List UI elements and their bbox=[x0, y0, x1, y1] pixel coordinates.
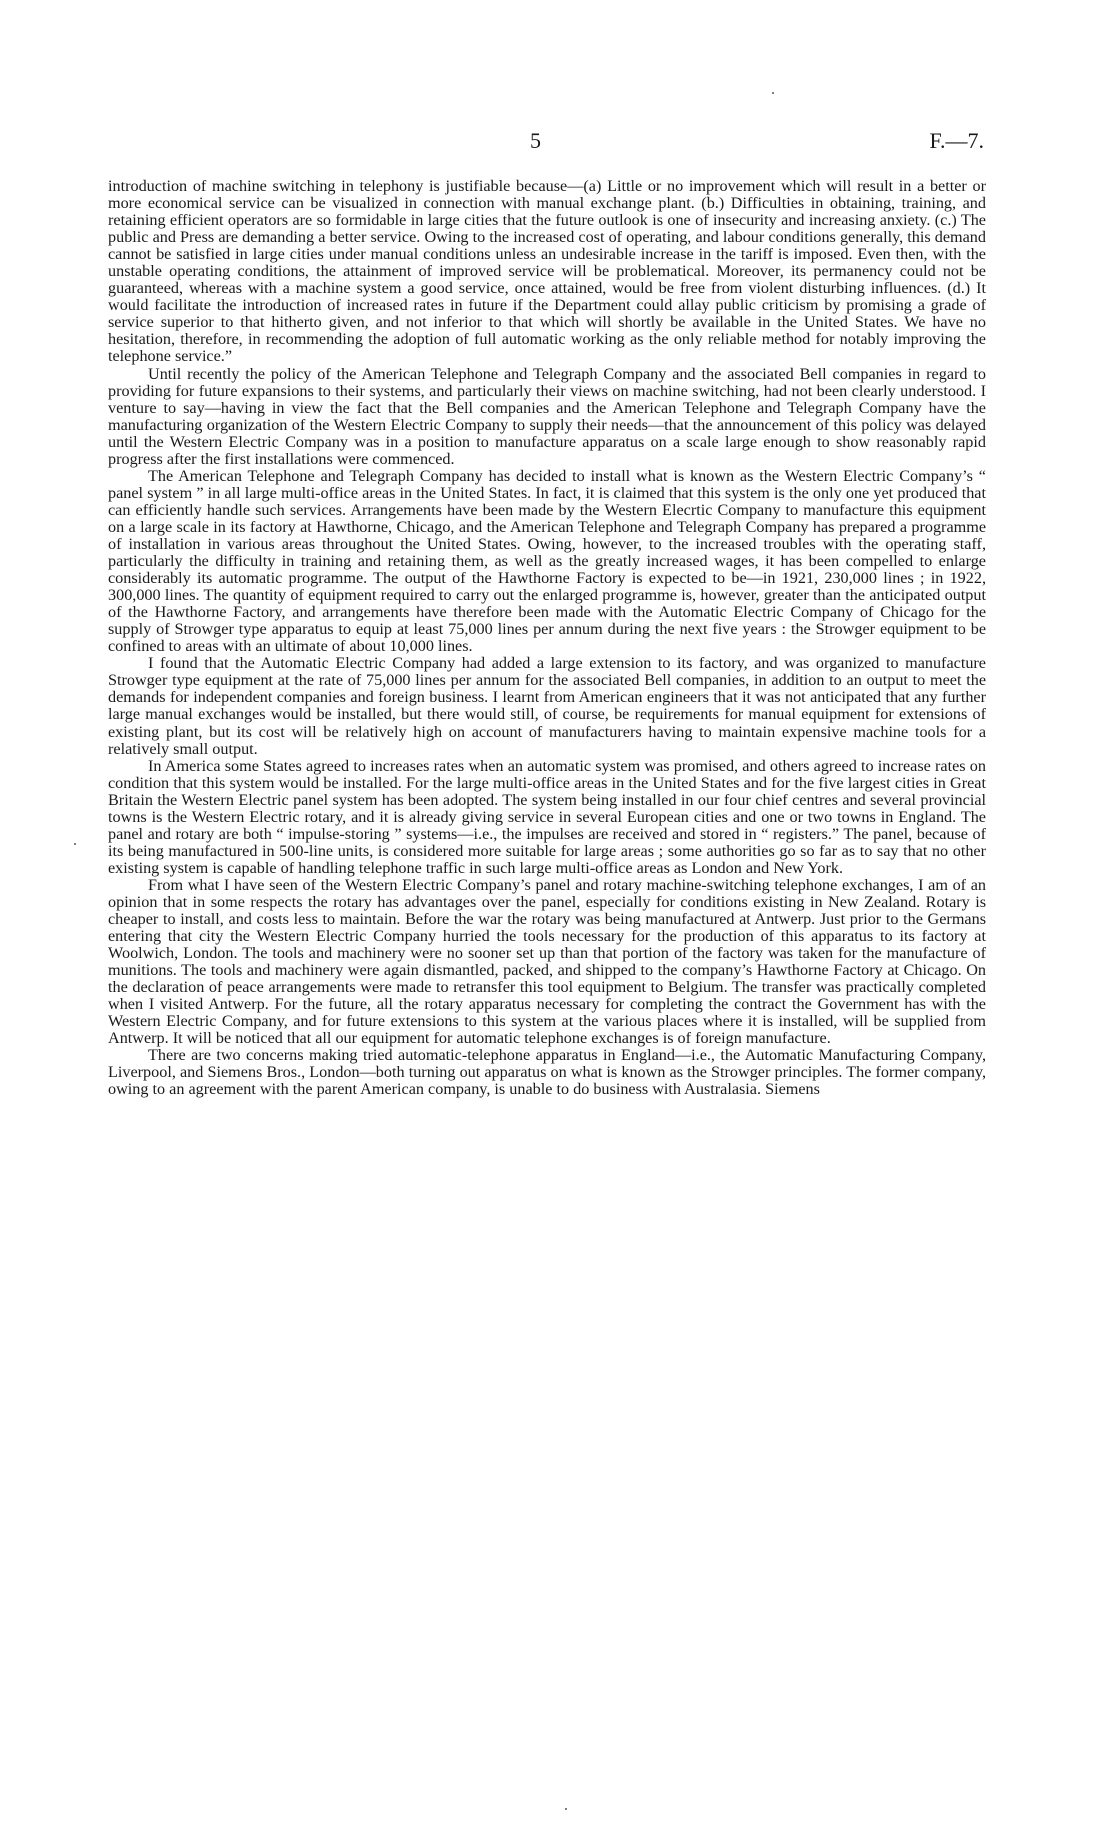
paragraph-4: I found that the Automatic Electric Company had added a large extension to its factory, and was organized to manufacture Strowger type equipment at the rate of 75,000 lines per annum for the associated Bell companies, in addition to an output to meet the demands for independent companies and foreign business. I learnt from American engineers that it was not anticipated that any further large manual exchanges would be installed, but there would still, of course, be requirements for manual equipment for extensions of existing plant, but its cost will be relatively high on account of manufacturers having to maintain expensive machine tools for a relatively small output. bbox=[108, 654, 986, 758]
paragraph-2: Until recently the policy of the American Telephone and Telegraph Company and the associated Bell companies in regard to providing for future expansions to their systems, and particularly their views on machine switching, had not been clearly understood. I venture to say—having in view the fact that the Bell companies and the American Telephone and Telegraph Company have the manufacturing organization of the Western Electric Company to supply their needs—that the announcement of this policy was delayed until the Western Electric Company was in a position to manufacture apparatus on a scale large enough to show reasonably rapid progress after the first installations were commenced. bbox=[108, 364, 986, 468]
page-number: 5 bbox=[530, 128, 541, 153]
scan-speck-top bbox=[772, 92, 774, 94]
paragraph-7: There are two concerns making tried automatic-telephone apparatus in England—i.e., the Automatic Manufacturing Company, Liverpool, and Siemens Bros., London—both turning out apparatus on what is known as the Strowger principles. The former company, owing to an agreement with the parent American company, is unable to do business with Australasia. Siemens bbox=[108, 1046, 986, 1099]
paragraph-3: The American Telephone and Telegraph Company has decided to install what is known as the Western Electric Company’s “ panel system ” in all large multi-office areas in the United States. In fact, it is claimed that this system is the only one yet produced that can efficiently handle such services. Arrangements have been made by the Western Elecrtic Company to manufacture this equipment on a large scale in its factory at Hawthorne, Chicago, and the American Telephone and Telegraph Company has prepared a programme of installation in various areas throughout the United States. Owing, however, to the increased troubles with the operating staff, particularly the difficulty in training and retaining them, as well as the greatly increased wages, it has been compelled to enlarge considerably its automatic programme. The output of the Hawthorne Factory is expected to be—in 1921, 230,000 lines ; in 1922, 300,000 lines. The quantity of equipment required to carry out the enlarged programme is, however, greater than the anticipated output of the Hawthorne Factory, and arrangements have therefore been made with the Automatic Electric Company of Chicago for the supply of Strowger type apparatus to equip at least 75,000 lines per annum during the next five years : the Strowger equipment to be confined to areas with an ultimate of about 10,000 lines. bbox=[108, 466, 986, 656]
page-reference: F.—7. bbox=[929, 128, 984, 153]
scan-speck-margin bbox=[74, 843, 76, 845]
scan-speck-bottom bbox=[565, 1808, 567, 1810]
paragraph-1: introduction of machine switching in telephony is justifiable because—(a) Little or no improvement which will result in a better or more economical service can be visualized in connection with manual exchange plant. (b.) Difficulties in obtaining, training, and retaining efficient operators are so formidable in large cities that the future outlook is one of insecurity and increasing anxiety. (c.) The public and Press are demanding a better service. Owing to the increased cost of operating, and labour conditions generally, this demand cannot be satisfied in large cities under manual conditions unless an undesirable increase in the tariff is imposed. Even then, with the unstable operating conditions, the attainment of improved service will be problematical. Moreover, its permanency could not be guaranteed, whereas with a machine system a good service, once attained, would be free from violent disturbing influences. (d.) It would facilitate the introduction of increased rates in future if the Department could allay public criticism by promising a grade of service superior to that hitherto given, and not inferior to that which will shortly be available in the United States. We have no hesitation, therefore, in recommending the adoption of full automatic working as the only reliable method for notably improving the telephone service.” bbox=[108, 177, 986, 366]
body-text bbox=[108, 178, 986, 1099]
paragraph-5: In America some States agreed to increases rates when an automatic system was promised, and others agreed to increase rates on condition that this system would be installed. For the large multi-office areas in the United States and for the five largest cities in Great Britain the Western Electric panel system has been adopted. The system being installed in our four chief centres and several provincial towns is the Western Electric rotary, and it is already giving service in several European cities and one or two towns in England. The panel and rotary are both “ impulse-storing ” systems—i.e., the impulses are received and stored in “ registers.” The panel, because of its being manufactured in 500-line units, is considered more suitable for large areas ; some authorities go so far as to say that no other existing system is capable of handling telephone traffic in such large multi-office areas as London and New York. bbox=[108, 756, 986, 877]
paragraph-6: From what I have seen of the Western Electric Company’s panel and rotary machine-switching telephone exchanges, I am of an opinion that in some respects the rotary has advantages over the panel, especially for conditions existing in New Zealand. Rotary is cheaper to install, and costs less to maintain. Before the war the rotary was being manufactured at Antwerp. Just prior to the Germans entering that city the Western Electric Company hurried the tools necessary for the production of this apparatus to its factory at Woolwich, London. The tools and machinery were no sooner set up than that portion of the factory was taken for the manufacture of munitions. The tools and machinery were again dismantled, packed, and shipped to the company’s Hawthorne Factory at Chicago. On the declaration of peace arrangements were made to retransfer this tool equipment to Belgium. The transfer was practically completed when I visited Antwerp. For the future, all the rotary apparatus necessary for completing the contract the Government has with the Western Electric Company, and for future extensions to this system at the various places where it is installed, will be supplied from Antwerp. It will be noticed that all our equipment for automatic telephone exchanges is of foreign manufacture. bbox=[108, 875, 986, 1048]
